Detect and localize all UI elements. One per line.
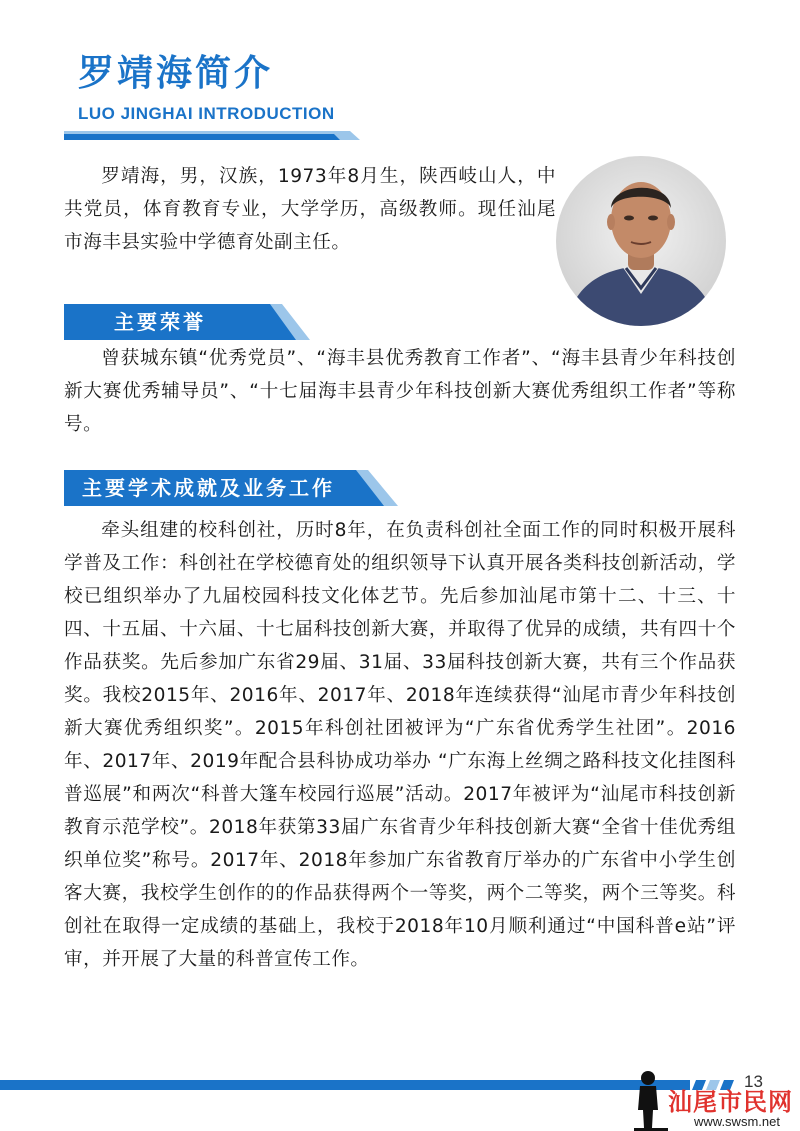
page-number: 13 xyxy=(744,1072,763,1091)
section-header-honors xyxy=(64,304,314,340)
section-heading-achievements: 主要学术成就及业务工作 xyxy=(82,476,335,500)
watermark-text: 汕尾市民网 xyxy=(668,1087,793,1116)
section-header-achievements xyxy=(64,470,404,506)
page-title: 罗靖海简介 xyxy=(78,53,274,94)
title-underline xyxy=(64,128,364,140)
section-heading-honors: 主要荣誉 xyxy=(114,310,206,334)
portrait-photo xyxy=(556,156,726,326)
watermark-url: www.swsm.net xyxy=(694,1114,780,1129)
intro-paragraph: 罗靖海，男，汉族，1973年8月生，陕西岐山人，中共党员，体育教育专业，大学学历，高级教师。现任汕尾市海丰县实验中学德育处副主任。 xyxy=(64,166,556,253)
achievements-paragraph: 牵头组建的校科创社，历时8年，在负责科创社全面工作的同时积极开展科学普及工作：科创社在学校德育处的组织领导下认真开展各类科技创新活动，学校已组织举办了九届校园科技文化体艺节。先后参加汕尾市第十二、十三、十四、十五届、十六届、十七届科技创新大赛，并取得了优异的成绩，共有四十个作品获奖。先后参加广东省29届、31届、33届科技创新大赛，共有三个作品获奖。我校2015年、2016年、2017年、2018年连续获得“汕尾市青少年科技创新大赛优秀组织奖”。2015年科创社团被评为“广东省优秀学生社团”。2016年、2017年、2019年配合县科协成功举办 “广东海上丝绸之路科技文化挂图科普巡展”和两次“科普大篷车校园行巡展”活动。2017年被评为“汕尾市科技创新教育示范学校”。2018年获第33届广东省青少年科技创新大赛“全省十佳优秀组织单位奖”称号。2017年、2018年参加广东省教育厅举办的广东省中小学生创客大赛，我校学生创作的的作品获得两个一等奖，两个二等奖，两个三等奖。科创社在取得一定成绩的基础上，我校于2018年10月顺利通过“中国科普e站”评审，并开展了大量的科普宣传工作。 xyxy=(64,520,736,970)
honors-paragraph: 曾获城东镇“优秀党员”、“海丰县优秀教育工作者”、“海丰县青少年科技创新大赛优秀辅导员”、“十七届海丰县青少年科技创新大赛优秀组织工作者”等称号。 xyxy=(64,348,736,435)
page-subtitle: LUO JINGHAI INTRODUCTION xyxy=(78,104,335,123)
